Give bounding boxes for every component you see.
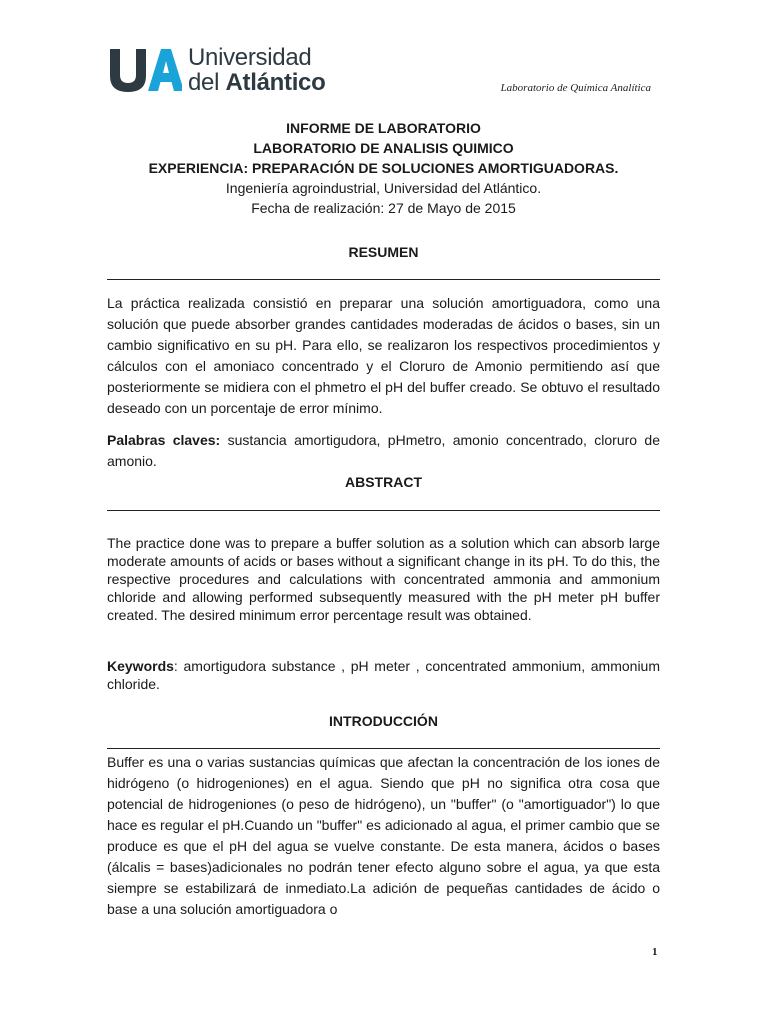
- title-block: [107, 118, 660, 218]
- logo-line-2: [188, 68, 326, 96]
- logo-line-1: Universidad: [188, 43, 312, 71]
- lab-title: LABORATORIO DE ANALISIS QUIMICO: [253, 140, 514, 156]
- experiment-title: EXPERIENCIA: PREPARACIÓN DE SOLUCIONES AMORTIGUADORAS.: [148, 160, 619, 176]
- resumen-body: La práctica realizada consistió en preparar una solución amortiguadora, como una solución que puede absorber grandes cantidades moderadas de ácidos o bases, sin un cambio significativo en su pH. Para ello, se realizaron los respectivos procedimientos y cálculos con el amoniaco concentrado y el Cloruro de Amonio permitiendo así que posteriormente se midiera con el phmetro el pH del buffer creado. Se obtuvo el resultado deseado con un porcentaje de error mínimo.: [107, 295, 660, 416]
- introduccion-body: Buffer es una o varias sustancias químicas que afectan la concentración de los iones de hidrógeno (o hidrogeniones) en el agua. Siendo que pH no significa otra cosa que potencial de hidrogeniones (o peso de hidrógeno), un "buffer" (o "amortiguador") lo que hace es regular el pH.Cuando un "buffer" es adicionado al agua, el primer cambio que se produce es que el pH del agua se vuelve constante. De esta manera, ácidos o bases (álcalis = bases)adicionales no podrán tener efecto alguno sobre el agua, ya que esta siempre se estabilizará de inmediato.La adición de pequeñas cantidades de ácido o base a una solución amortiguadora o: [107, 754, 660, 917]
- logo-wordmark: [188, 43, 326, 96]
- keywords-text: sustancia amortigudora, pHmetro, amonio concentrado, cloruro de amonio.: [107, 432, 660, 469]
- logo-line-2-strong: Atlántico: [225, 68, 326, 96]
- running-header: Laboratorio de Química Analítica: [500, 82, 651, 94]
- keywords-text: : amortigudora substance , pH meter , concentrated ammonium, ammonium chloride.: [107, 658, 660, 692]
- divider: [107, 748, 660, 749]
- abstract-body: The practice done was to prepare a buffer solution as a solution which can absorb large moderate amounts of acids or bases without a significant change in its pH. To do this, the respective procedures and calculations with concentrated ammonia and ammonium chloride and allowing performed subsequently measured with the pH meter pH buffer created. The desired minimum error percentage result was obtained.: [107, 535, 660, 623]
- divider: [107, 510, 660, 511]
- abstract-heading: ABSTRACT: [345, 474, 422, 490]
- ua-logo-icon: [108, 44, 182, 96]
- divider: [107, 279, 660, 280]
- program-affiliation: Ingeniería agroindustrial, Universidad del Atlántico.: [225, 180, 542, 196]
- abstract-keywords: [107, 657, 660, 693]
- page-number: 1: [652, 946, 658, 958]
- resumen-keywords: [107, 430, 660, 472]
- introduccion-heading: INTRODUCCIÓN: [329, 713, 438, 729]
- report-type: INFORME DE LABORATORIO: [286, 120, 481, 136]
- logo-line-2-prefix: del: [188, 68, 226, 96]
- university-logo: [108, 44, 325, 96]
- date-line: Fecha de realización: 27 de Mayo de 2015: [251, 200, 516, 216]
- resumen-heading: RESUMEN: [348, 244, 419, 260]
- keywords-label: Palabras claves:: [107, 432, 221, 448]
- keywords-label: Keywords: [107, 658, 174, 674]
